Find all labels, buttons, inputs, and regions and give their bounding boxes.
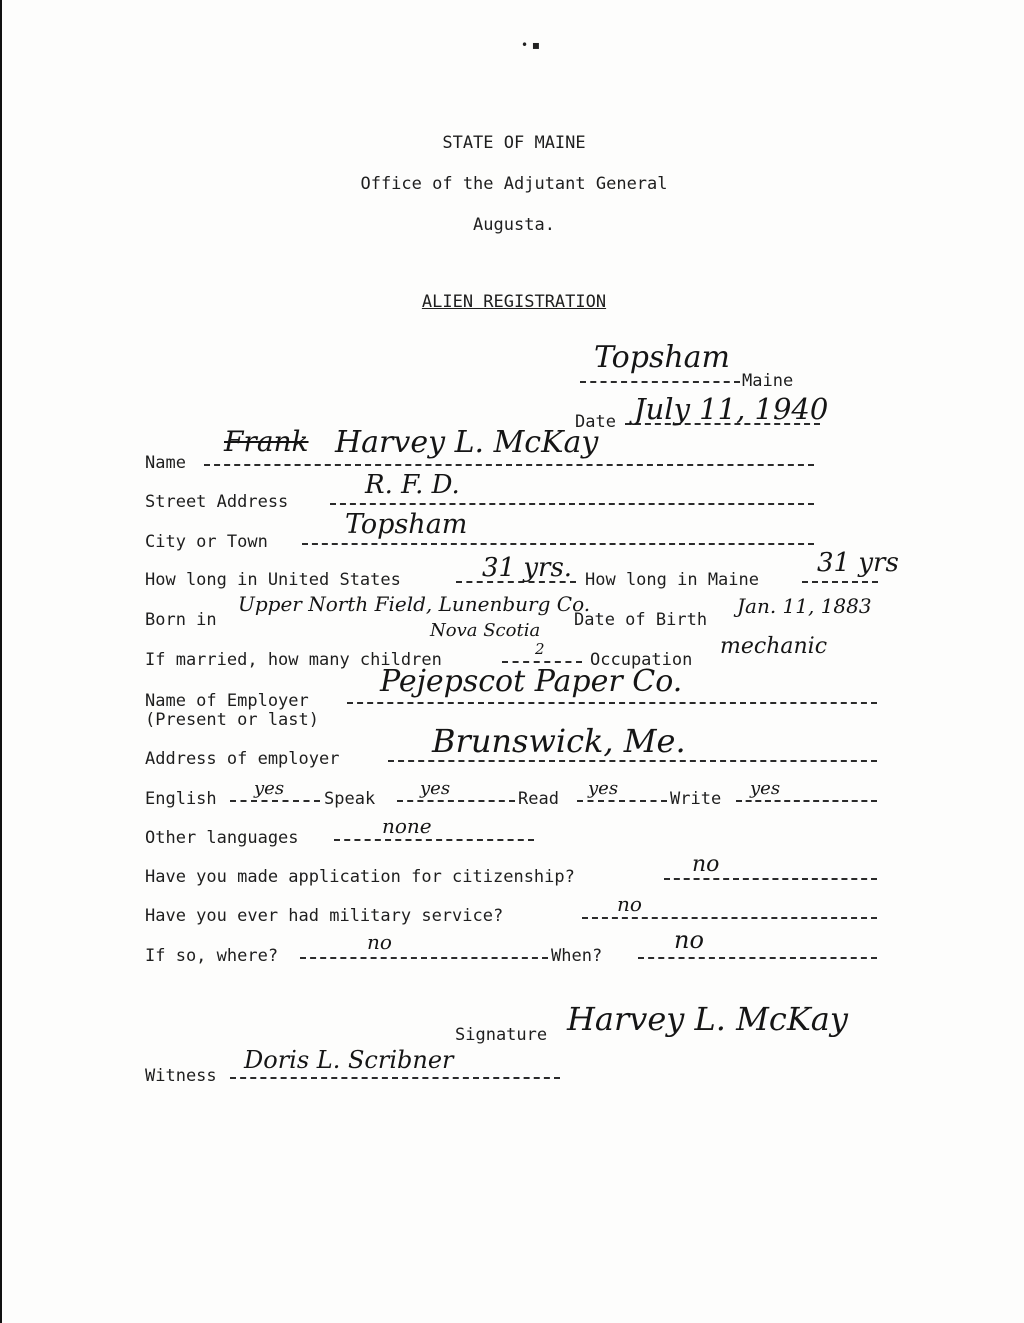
employer-label: Name of Employer	[145, 691, 309, 711]
read-label: Read	[518, 789, 559, 809]
military-value: no	[617, 892, 642, 916]
born-in-value: Upper North Field, Lunenburg Co.	[238, 592, 591, 616]
write-dash-line	[736, 800, 877, 802]
employer-address-value: Brunswick, Me.	[432, 722, 686, 760]
occupation-value: mechanic	[720, 634, 828, 659]
how-long-maine-label: How long in Maine	[585, 570, 759, 590]
name-value: Harvey L. McKay	[335, 425, 599, 460]
write-label: Write	[670, 789, 722, 809]
how-long-maine-dash-line	[802, 581, 878, 583]
header-office: Office of the Adjutant General	[360, 174, 668, 194]
maine-label: Maine	[742, 371, 794, 391]
citizenship-label: Have you made application for citizenship?	[145, 867, 575, 887]
military-label: Have you ever had military service?	[145, 906, 504, 926]
city-town-value: Topsham	[345, 509, 468, 540]
name-dash-line	[204, 464, 814, 466]
other-languages-label: Other languages	[145, 828, 299, 848]
form-title: ALIEN REGISTRATION	[421, 292, 607, 312]
citizenship-dash-line	[664, 878, 877, 880]
date-value: July 11, 1940	[634, 392, 829, 426]
witness-dash-line	[230, 1077, 560, 1079]
name-struck-value: Frank	[224, 425, 309, 458]
speak-label: Speak	[324, 789, 376, 809]
other-languages-dash-line	[334, 839, 534, 841]
read-value: yes	[588, 778, 619, 799]
city-town-label: City or Town	[145, 532, 268, 552]
write-value: yes	[750, 778, 781, 799]
occupation-label: Occupation	[590, 650, 693, 670]
read-dash-line	[577, 800, 667, 802]
when-dash-line	[638, 957, 877, 959]
if-so-where-label: If so, where?	[145, 946, 279, 966]
employer-note: (Present or last)	[145, 710, 319, 730]
top-mark: • ▪	[521, 38, 541, 52]
where-dash-line	[300, 957, 548, 959]
children-label: If married, how many children	[145, 650, 442, 670]
how-long-us-value: 31 yrs.	[482, 553, 573, 583]
how-long-us-label: How long in United States	[145, 570, 401, 590]
witness-label: Witness	[145, 1066, 217, 1086]
born-in-value-line2: Nova Scotia	[430, 620, 541, 641]
military-dash-line	[582, 917, 877, 919]
name-label: Name	[145, 453, 186, 473]
english-value: yes	[254, 778, 285, 799]
children-dash-line	[502, 661, 582, 663]
street-address-dash-line	[330, 503, 814, 505]
citizenship-value: no	[692, 852, 720, 877]
street-address-value: R. F. D.	[365, 470, 460, 500]
header-state: STATE OF MAINE	[442, 133, 586, 153]
header-city: Augusta.	[473, 215, 555, 235]
witness-value: Doris L. Scribner	[244, 1046, 454, 1074]
street-address-label: Street Address	[145, 492, 289, 512]
when-label: When?	[551, 946, 603, 966]
employer-address-label: Address of employer	[145, 749, 340, 769]
signature-label: Signature	[455, 1025, 548, 1045]
date-of-birth-value: Jan. 11, 1883	[737, 594, 872, 618]
date-label: Date	[575, 412, 616, 432]
town-header-value: Topsham	[594, 340, 730, 375]
english-label: English	[145, 789, 217, 809]
how-long-maine-value: 31 yrs	[817, 548, 899, 578]
city-town-dash-line	[302, 543, 814, 545]
english-dash-line	[230, 800, 320, 802]
when-value: no	[674, 926, 704, 954]
children-value: 2	[535, 640, 545, 658]
employer-dash-line	[347, 702, 877, 704]
speak-value: yes	[420, 778, 451, 799]
employer-value: Pejepscot Paper Co.	[380, 664, 683, 699]
date-of-birth-label: Date of Birth	[574, 610, 708, 630]
town-dash-line	[580, 381, 740, 383]
born-in-label: Born in	[145, 610, 217, 630]
employer-address-dash-line	[388, 760, 877, 762]
where-value: no	[367, 930, 392, 954]
other-languages-value: none	[382, 814, 432, 838]
speak-dash-line	[397, 800, 515, 802]
signature-value: Harvey L. McKay	[567, 1000, 848, 1038]
